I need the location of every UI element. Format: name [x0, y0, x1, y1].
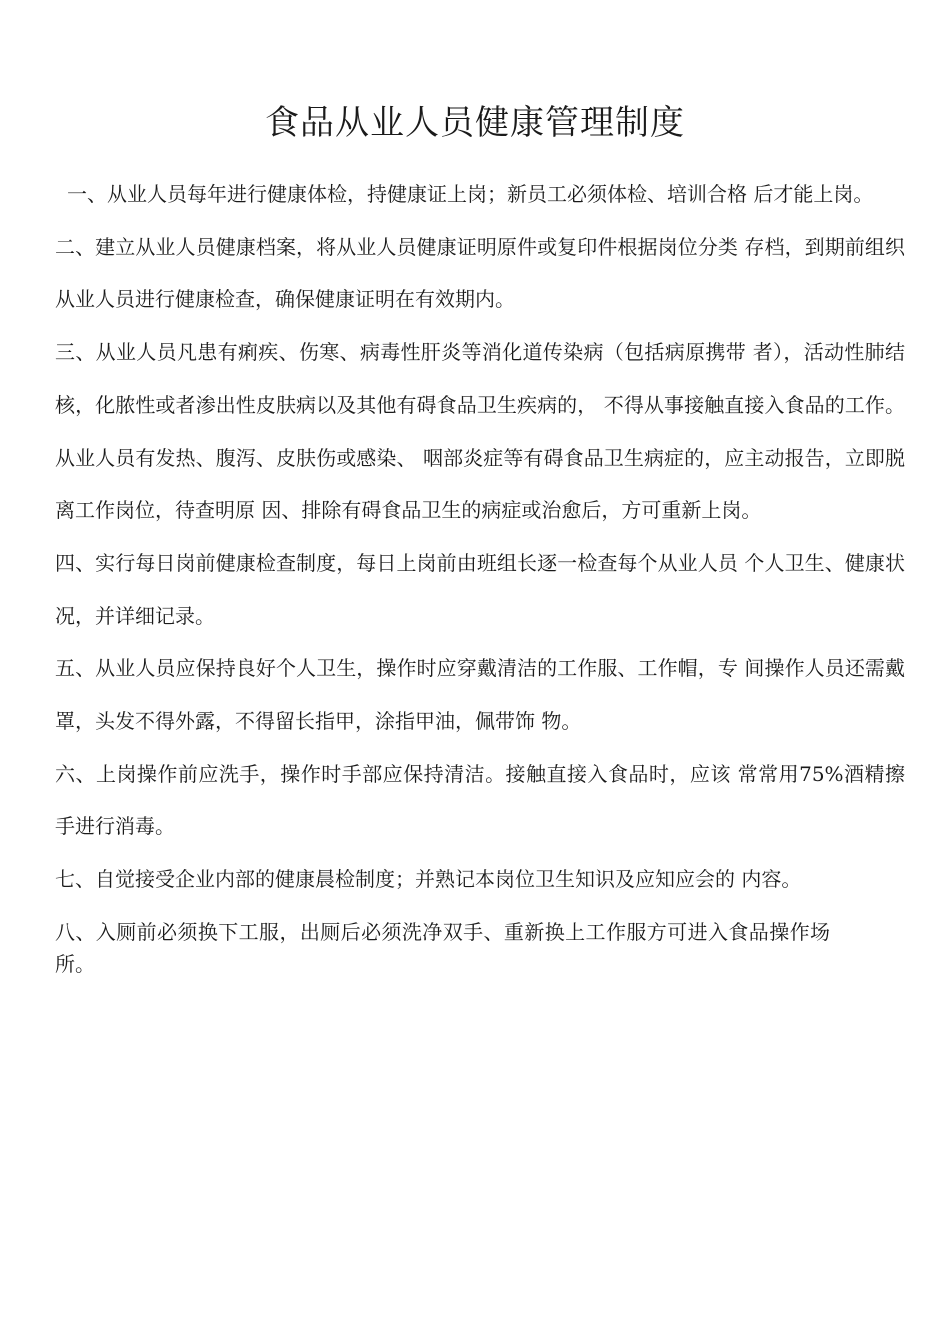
clause-list	[55, 168, 905, 980]
clause-4: 四、实行每日岗前健康检查制度，每日上岗前由班组长逐一检查每个从业人员 个人卫生、健康状况，并详细记录。	[55, 550, 905, 628]
clause-3: 三、从业人员凡患有痢疾、伤寒、病毒性肝炎等消化道传染病（包括病原携带 者），活动性肺结核，化脓性或者渗出性皮肤病以及其他有碍食品卫生疾病的， 不得从事接触直接入食品的工作。从业人员有发热、腹泻、皮肤伤或感染、 咽部炎症等有碍食品卫生病症的，应主动报告，立即脱离工作岗位，待查明原 因、排除有碍食品卫生的病症或治愈后，方可重新上岗。	[55, 340, 905, 523]
clause-5: 五、从业人员应保持良好个人卫生，操作时应穿戴清洁的工作服、工作帽，专 间操作人员还需戴罩，头发不得外露，不得留长指甲，涂指甲油，佩带饰 物。	[55, 656, 905, 734]
clause-2: 二、建立从业人员健康档案，将从业人员健康证明原件或复印件根据岗位分类 存档，到期前组织从业人员进行健康检查，确保健康证明在有效期内。	[55, 234, 905, 312]
clause-6: 六、上岗操作前应洗手，操作时手部应保持清洁。接触直接入食品时，应该 常常用75%酒精擦手进行消毒。	[55, 761, 905, 839]
clause-7: 七、自觉接受企业内部的健康晨检制度；并熟记本岗位卫生知识及应知应会的 内容。	[55, 867, 802, 892]
clause-8: 八、入厕前必须换下工服，出厕后必须洗净双手、重新换上工作服方可进入食品操作场所。	[55, 919, 830, 976]
document-title: 食品从业人员健康管理制度	[265, 103, 685, 143]
clause-1: 一、从业人员每年进行健康体检，持健康证上岗；新员工必须体检、培训合格 后才能上岗。	[67, 182, 874, 206]
